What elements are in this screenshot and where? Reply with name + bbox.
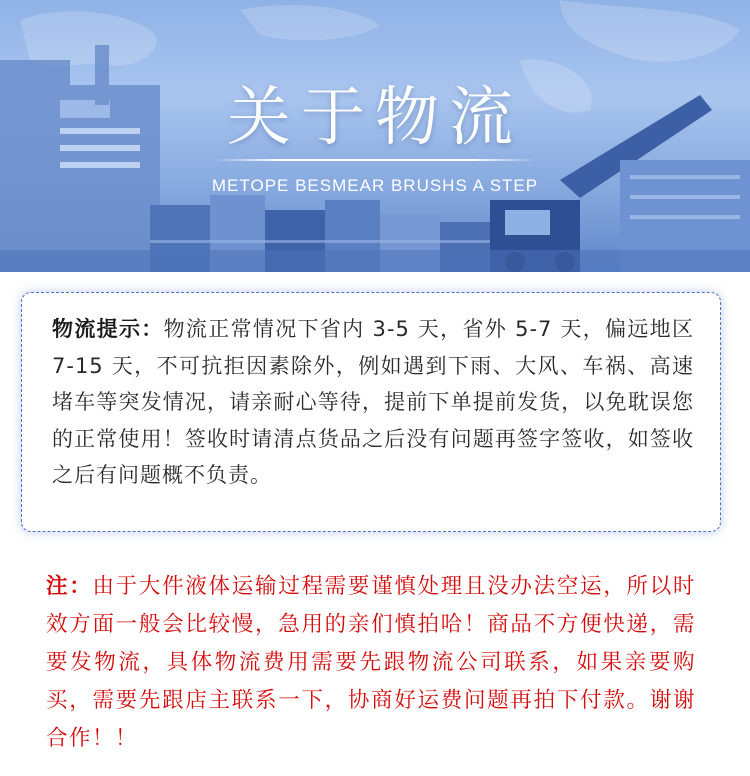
logistics-banner (0, 0, 750, 272)
note-label: 注： (46, 574, 93, 599)
banner-title: 关于物流 (227, 81, 523, 155)
logistics-tip-box (21, 292, 721, 532)
shipping-note (46, 568, 696, 758)
note-text: 由于大件液体运输过程需要谨慎处理且没办法空运，所以时效方面一般会比较慢，急用的亲们慎拍哈！商品不方便快递，需要发物流，具体物流费用需要先跟物流公司联系，如果亲要购买，需要先跟店主联系一下，协商好运费问题再拍下付款。谢谢合作！！ (46, 574, 696, 751)
logistics-tip-paragraph (52, 311, 694, 494)
banner-divider (214, 159, 536, 161)
banner-subtitle: METOPE BESMEAR BRUSHS A STEP (211, 176, 539, 195)
tip-text: 物流正常情况下省内 3-5 天，省外 5-7 天，偏远地区 7-15 天，不可抗拒因素除外，例如遇到下雨、大风、车祸、高速堵车等突发情况，请亲耐心等待，提前下单提前发货，以免耽误您的正常使用！签收时请清点货品之后没有问题再签字签收，如签收之后有问题概不负责。 (52, 317, 694, 487)
tip-label: 物流提示： (52, 317, 164, 341)
